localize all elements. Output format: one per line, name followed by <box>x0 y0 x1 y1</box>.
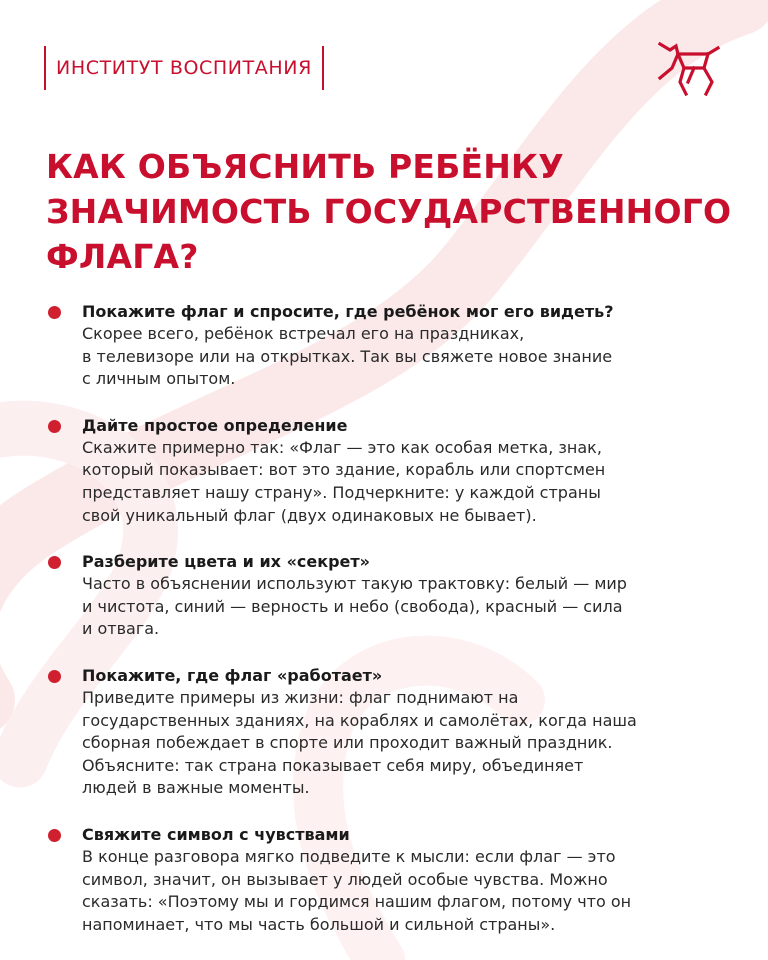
tips-list <box>46 300 736 959</box>
item-text: Приведите примеры из жизни: флаг поднимают на государственных зданиях, на кораблях и самолётах, когда наша сборная побеждает в спорте или проходит важный праздник. Объясните: так страна показывает себя миру, объединяет людей в важные моменты. <box>82 687 637 798</box>
item-title: Свяжите символ с чувствами <box>82 824 350 844</box>
item-title: Разберите цвета и их «секрет» <box>82 552 371 572</box>
item-title: Покажите флаг и спросите, где ребёнок мог его видеть? <box>82 302 614 321</box>
bullet-dot <box>48 420 61 433</box>
bullet-dot <box>48 670 61 683</box>
list-item <box>46 823 736 936</box>
item-text: В конце разговора мягко подведите к мысли: если флаг — это символ, значит, он вызывает у людей особые чувства. Можно сказать: «Поэтому мы и гордимся нашим флагом, потому что он напоминает, что мы часть большой и сильной страны». <box>82 846 632 934</box>
page-title: КАК ОБЪЯСНИТЬ РЕБЁНКУ ЗНАЧИМОСТЬ ГОСУДАРСТВЕННОГО ФЛАГА? <box>46 147 732 276</box>
list-item <box>46 550 736 641</box>
bullet-dot <box>48 306 61 319</box>
bullet-dot <box>48 829 61 842</box>
header <box>44 46 324 90</box>
horse-logo-icon <box>654 38 724 100</box>
item-title: Дайте простое определение <box>82 415 348 435</box>
item-text: Скорее всего, ребёнок встречал его на праздниках, в телевизоре или на открытках. Так вы свяжете новое знание с личным опытом. <box>82 324 613 389</box>
list-item <box>46 300 736 391</box>
list-item <box>46 414 736 527</box>
item-title: Покажите, где флаг «работает» <box>82 665 383 685</box>
brand-name: ИНСТИТУТ ВОСПИТАНИЯ <box>56 57 312 79</box>
item-text: Часто в объяснении используют такую трактовку: белый — мир и чистота, синий — верность и небо (свобода), красный — сила и отвага. <box>82 574 627 639</box>
item-text: Скажите примерно так: «Флаг — это как особая метка, знак, который показывает: вот это здание, корабль или спортсмен представляет нашу страну». Подчеркните: у каждой страны свой уникальный флаг (двух одинаковых не бывает). <box>82 437 606 525</box>
bullet-dot <box>48 556 61 569</box>
header-bar-right <box>322 46 324 90</box>
list-item <box>46 664 736 800</box>
